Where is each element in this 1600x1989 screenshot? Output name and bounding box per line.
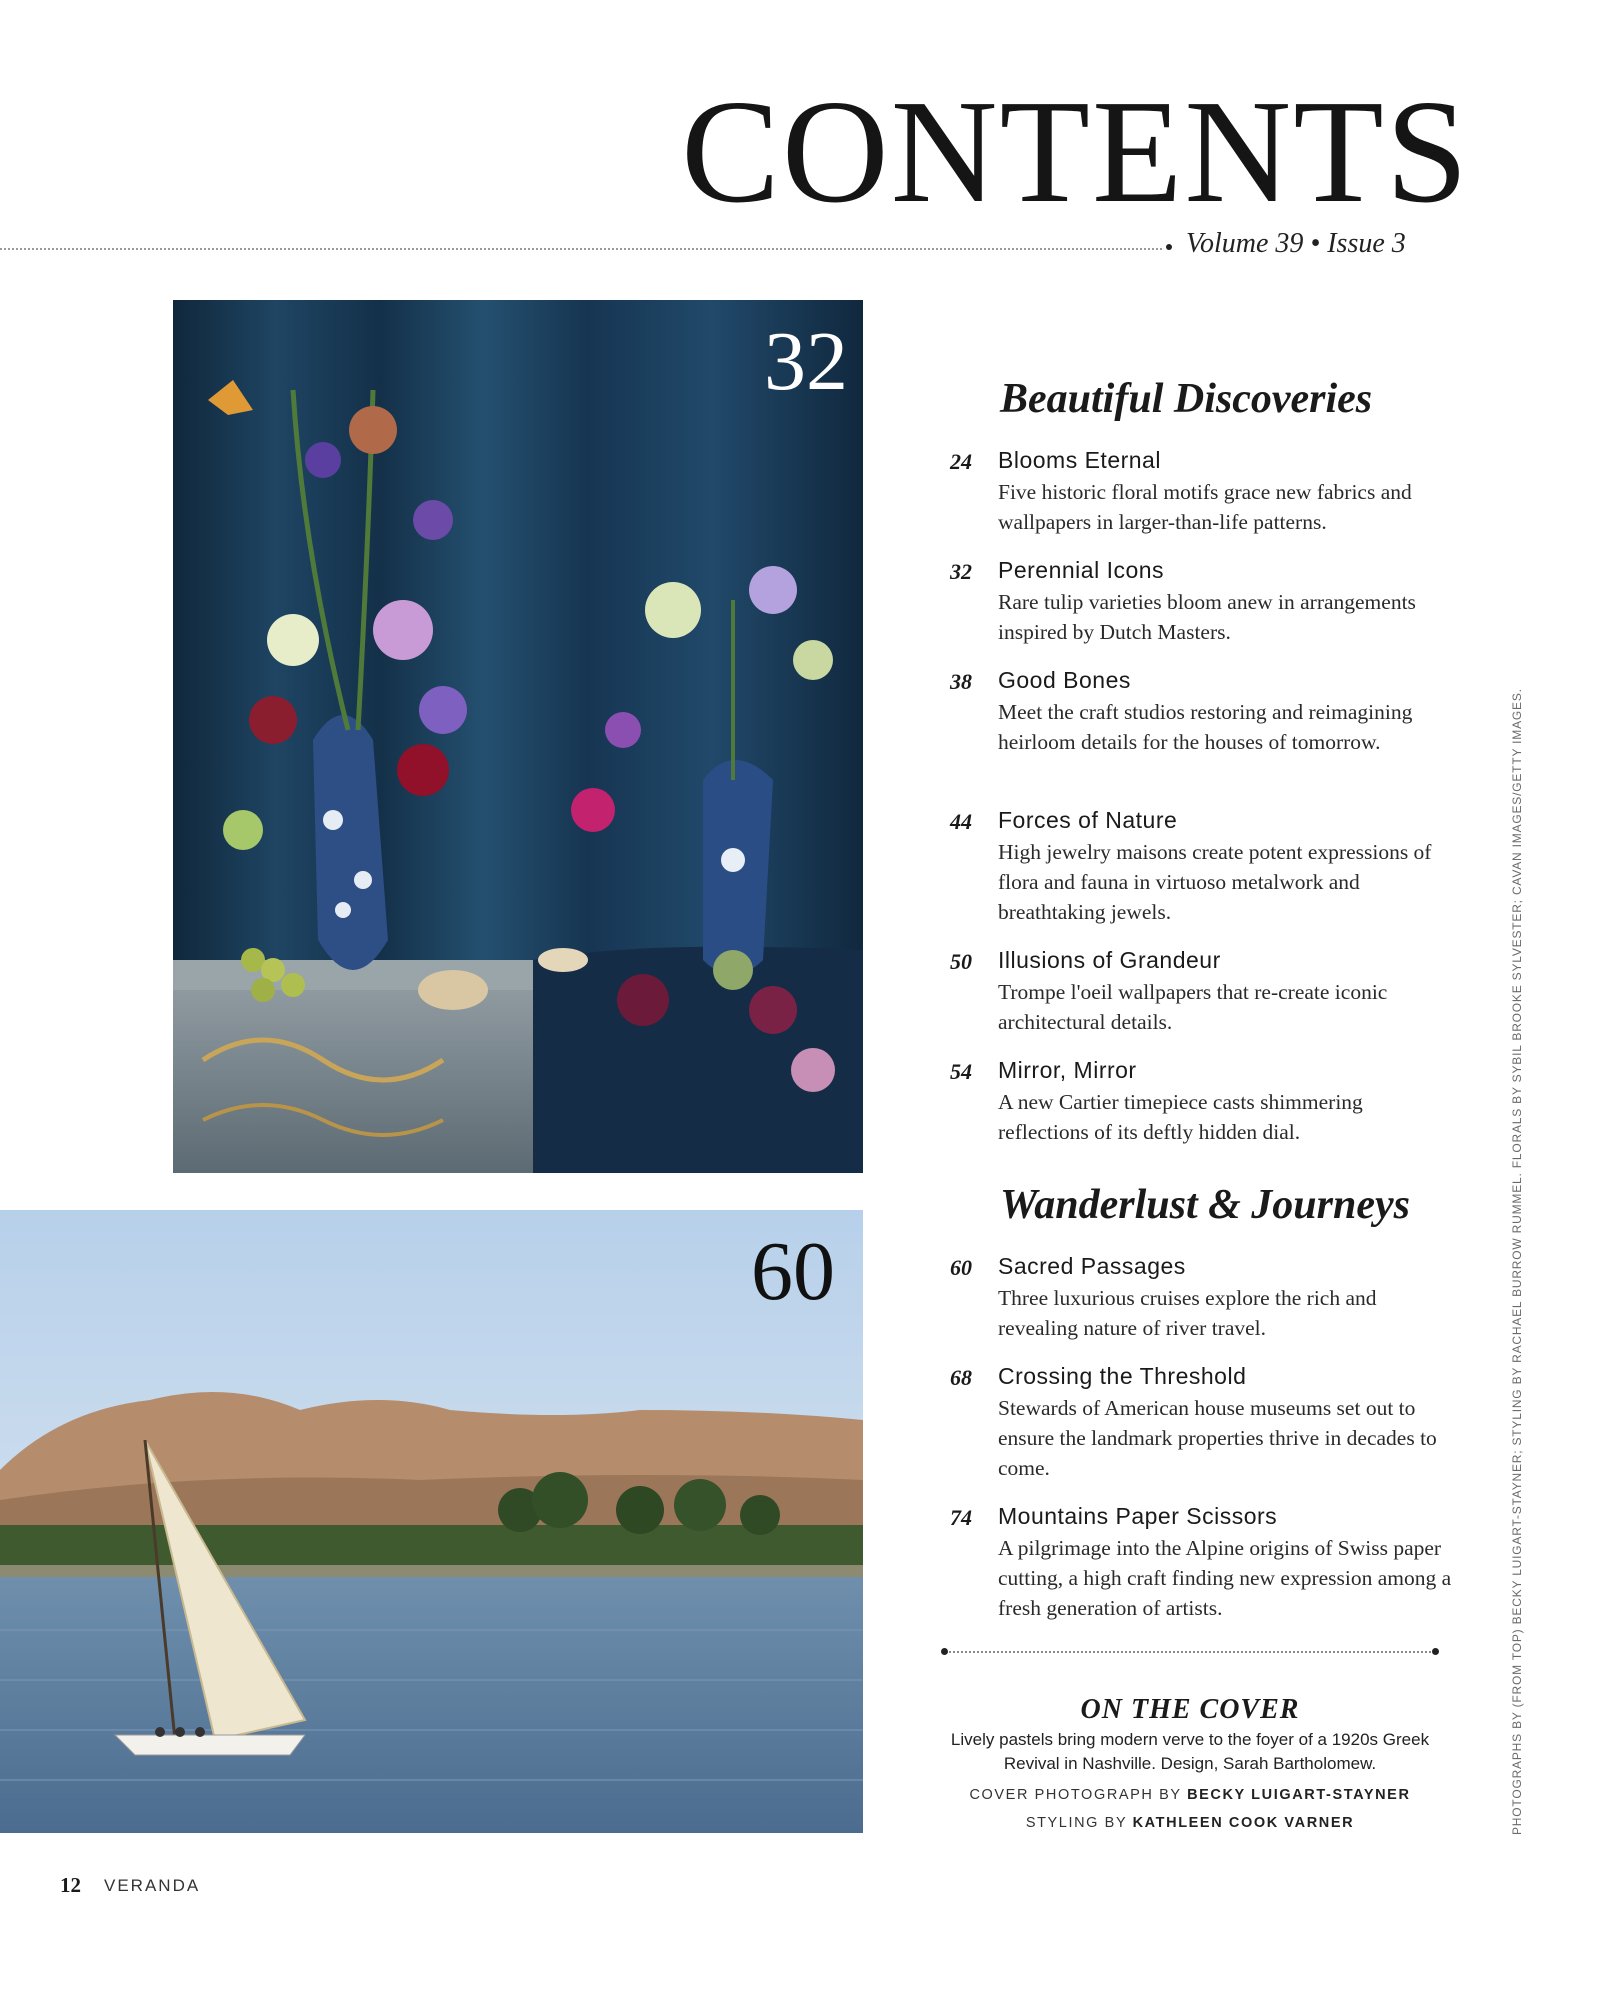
entry-title: Perennial Icons <box>998 557 1165 583</box>
section-title-beautiful-discoveries: Beautiful Discoveries <box>1000 376 1373 422</box>
entry-page-number: 32 <box>950 559 972 584</box>
page-number: 12 <box>60 1873 81 1897</box>
credit-name: KATHLEEN COOK VARNER <box>1132 1815 1355 1831</box>
cover-description: Lively pastels bring modern verve to the foyer of a 1920s Greek Revival in Nashville. Design, Sarah Bartholomew. <box>950 1730 1430 1773</box>
entry-description: Meet the craft studios restoring and reimagining heirloom details for the houses of tomorrow. <box>998 700 1413 754</box>
entry-title: Crossing the Threshold <box>998 1363 1247 1389</box>
entry-page-number: 44 <box>950 809 972 834</box>
entry-description: A pilgrimage into the Alpine origins of Swiss paper cutting, a high craft finding new expression among a fresh generation of artists. <box>998 1536 1452 1620</box>
magazine-name: VERANDA <box>104 1876 201 1895</box>
divider-bullet <box>1432 1648 1439 1655</box>
divider-bullet <box>1166 244 1172 250</box>
entry-description: Stewards of American house museums set out to ensure the landmark properties thrive in decades to come. <box>998 1396 1437 1480</box>
entry-title: Mountains Paper Scissors <box>998 1503 1278 1529</box>
entry-title: Mirror, Mirror <box>998 1057 1137 1083</box>
flowers-photo[interactable] <box>173 300 863 1173</box>
flowers-still-life-image <box>173 300 863 1173</box>
entry-page-number: 60 <box>950 1255 972 1280</box>
photo-page-number: 60 <box>751 1225 835 1318</box>
river-felucca-image <box>0 1210 863 1833</box>
entry-page-number: 24 <box>950 449 972 474</box>
page-title: CONTENTS <box>681 70 1470 234</box>
entry-page-number: 54 <box>950 1059 972 1084</box>
entry-page-number: 38 <box>950 669 972 694</box>
section-title-wanderlust-journeys: Wanderlust & Journeys <box>1000 1182 1410 1228</box>
entry-description: Three luxurious cruises explore the rich and revealing nature of river travel. <box>998 1286 1377 1340</box>
entry-page-number: 68 <box>950 1365 972 1390</box>
entry-title: Illusions of Grandeur <box>998 947 1221 973</box>
entry-description: Five historic floral motifs grace new fabrics and wallpapers in larger-than-life patterns. <box>998 480 1412 534</box>
cover-photo-credit <box>935 1787 1445 1803</box>
entry-description: High jewelry maisons create potent expressions of flora and fauna in virtuoso metalwork and breathtaking jewels. <box>998 840 1432 924</box>
entry-description: A new Cartier timepiece casts shimmering reflections of its deftly hidden dial. <box>998 1090 1363 1144</box>
header-divider <box>0 248 1162 250</box>
cover-heading: ON THE COVER <box>1080 1694 1300 1725</box>
cover-styling-credit <box>935 1815 1445 1831</box>
entry-page-number: 74 <box>950 1505 972 1530</box>
entry-description: Trompe l'oeil wallpapers that re-create iconic architectural details. <box>998 980 1388 1034</box>
entry-title: Good Bones <box>998 667 1131 693</box>
photo-page-number: 32 <box>764 315 848 408</box>
credit-label: COVER PHOTOGRAPH BY <box>969 1787 1182 1803</box>
entry-title: Forces of Nature <box>998 807 1178 833</box>
volume-issue: Volume 39 • Issue 3 <box>1186 228 1406 259</box>
entry-title: Blooms Eternal <box>998 447 1161 473</box>
nile-photo[interactable] <box>0 1210 863 1833</box>
entry-description: Rare tulip varieties bloom anew in arrangements inspired by Dutch Masters. <box>998 590 1416 644</box>
side-photo-credits: PHOTOGRAPHS BY (FROM TOP) BECKY LUIGART-STAYNER; STYLING BY RACHAEL BURROW RUMMEL. FLORALS BY SYBIL BROOKE SYLVESTER; CAVAN IMAGES/GETTY IMAGES. <box>1510 688 1524 1835</box>
cover-divider <box>945 1651 1435 1653</box>
credit-label: STYLING BY <box>1025 1815 1127 1831</box>
entry-title: Sacred Passages <box>998 1253 1186 1279</box>
credit-name: BECKY LUIGART-STAYNER <box>1187 1787 1411 1803</box>
divider-bullet <box>941 1648 948 1655</box>
entry-page-number: 50 <box>950 949 972 974</box>
